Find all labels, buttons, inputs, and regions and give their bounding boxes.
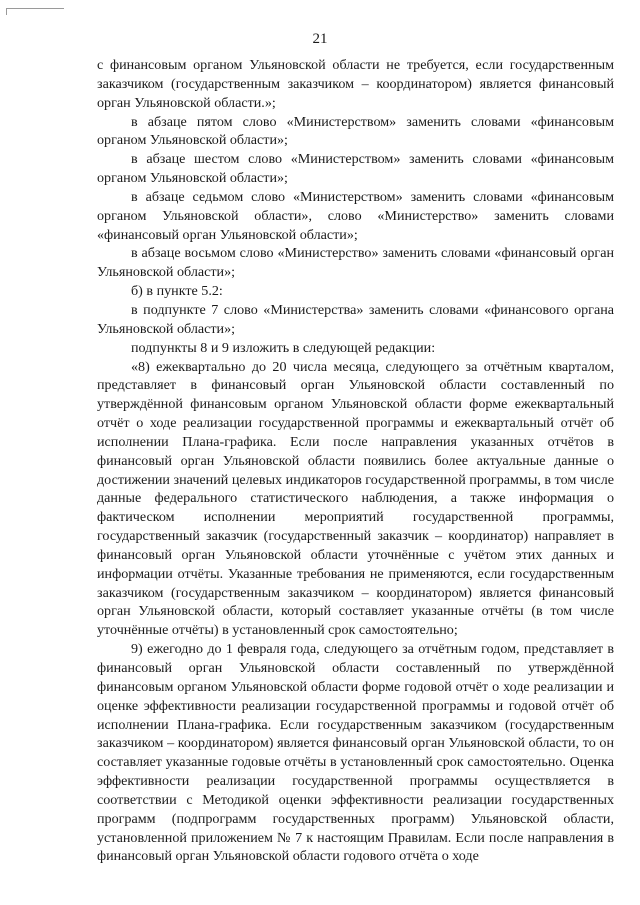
page-number: 21 [312, 31, 328, 47]
paragraph-amendment-abzac-5: в абзаце пятом слово «Министерством» заменить словами «финансовым органом Ульяновской области»; [97, 113, 614, 149]
paragraph-continuation: с финансовым органом Ульяновской области не требуется, если государственным заказчиком (государственным заказчиком – координатором) является финансовый орган Ульяновской области.»; [97, 57, 614, 111]
paragraph-amendment-abzac-7: в абзаце седьмом слово «Министерством» заменить словами «финансовым органом Ульяновской области», слово «Министерство» заменить словами «финансовый орган Ульяновской области»; [97, 188, 614, 243]
paragraph-subclause-7: в подпункте 7 слово «Министерства» заменить словами «финансового органа Ульяновской области»; [97, 301, 614, 337]
scan-corner-mark [6, 8, 64, 9]
paragraph-subclause-8: «8) ежеквартально до 20 числа месяца, следующего за отчётным кварталом, представляет в финансовый орган Ульяновской области составленный по утверждённой финансовым органом Ульяновской области форме ежеквартальный отчёт о ходе реализации государственной программы и ежеквартальный отчёт об исполнении Плана-графика. Если после направления указанных отчётов в финансовый орган Ульяновской области появились более актуальные данные о достижении значений целевых индикаторов государственной программы, в том числе данные федерального статистического наблюдения, а также информация о фактическом исполнении мероприятий государственной программы, государственный заказчик (государственный заказчик – координатор) направляет в финансовый орган Ульяновской области уточнённые с учётом этих данных и информации отчёты. Указанные требования не применяются, если государственным заказчиком (государственным заказчиком – координатором) является финансовый орган Ульяновской области, который составляет указанные отчёты (в том числе уточнённые отчёты) в установленный срок самостоятельно; [97, 358, 614, 639]
paragraph-clause-b: б) в пункте 5.2: [131, 283, 223, 300]
document-body [97, 56, 614, 866]
paragraph-subclause-9: 9) ежегодно до 1 февраля года, следующего за отчётным годом, представляет в финансовый орган Ульяновской области составленный по утверждённой финансовым органом Ульяновской области форме годовой отчёт о ходе реализации и оценке эффективности реализации государственной программы и годовой отчёт об исполнении Плана-графика. Если государственным заказчиком (государственным заказчиком – координатором) является финансовый орган Ульяновской области, то он составляет указанные годовые отчёты в установленный срок самостоятельно. Оценка эффективности реализации государственной программы осуществляется в соответствии с Методикой оценки эффективности реализации государственных программ (подпрограмм государственных программ) Ульяновской области, установленной приложением № 7 к настоящим Правилам. Если после направления в финансовый орган Ульяновской области годового отчёта о ходе [97, 641, 614, 865]
paragraph-amendment-abzac-8: в абзаце восьмом слово «Министерство» заменить словами «финансовый орган Ульяновской области»; [97, 245, 614, 281]
paragraph-subclauses-8-9-intro: подпункты 8 и 9 изложить в следующей редакции: [131, 339, 436, 356]
paragraph-amendment-abzac-6: в абзаце шестом слово «Министерством» заменить словами «финансовым органом Ульяновской области»; [97, 151, 614, 187]
